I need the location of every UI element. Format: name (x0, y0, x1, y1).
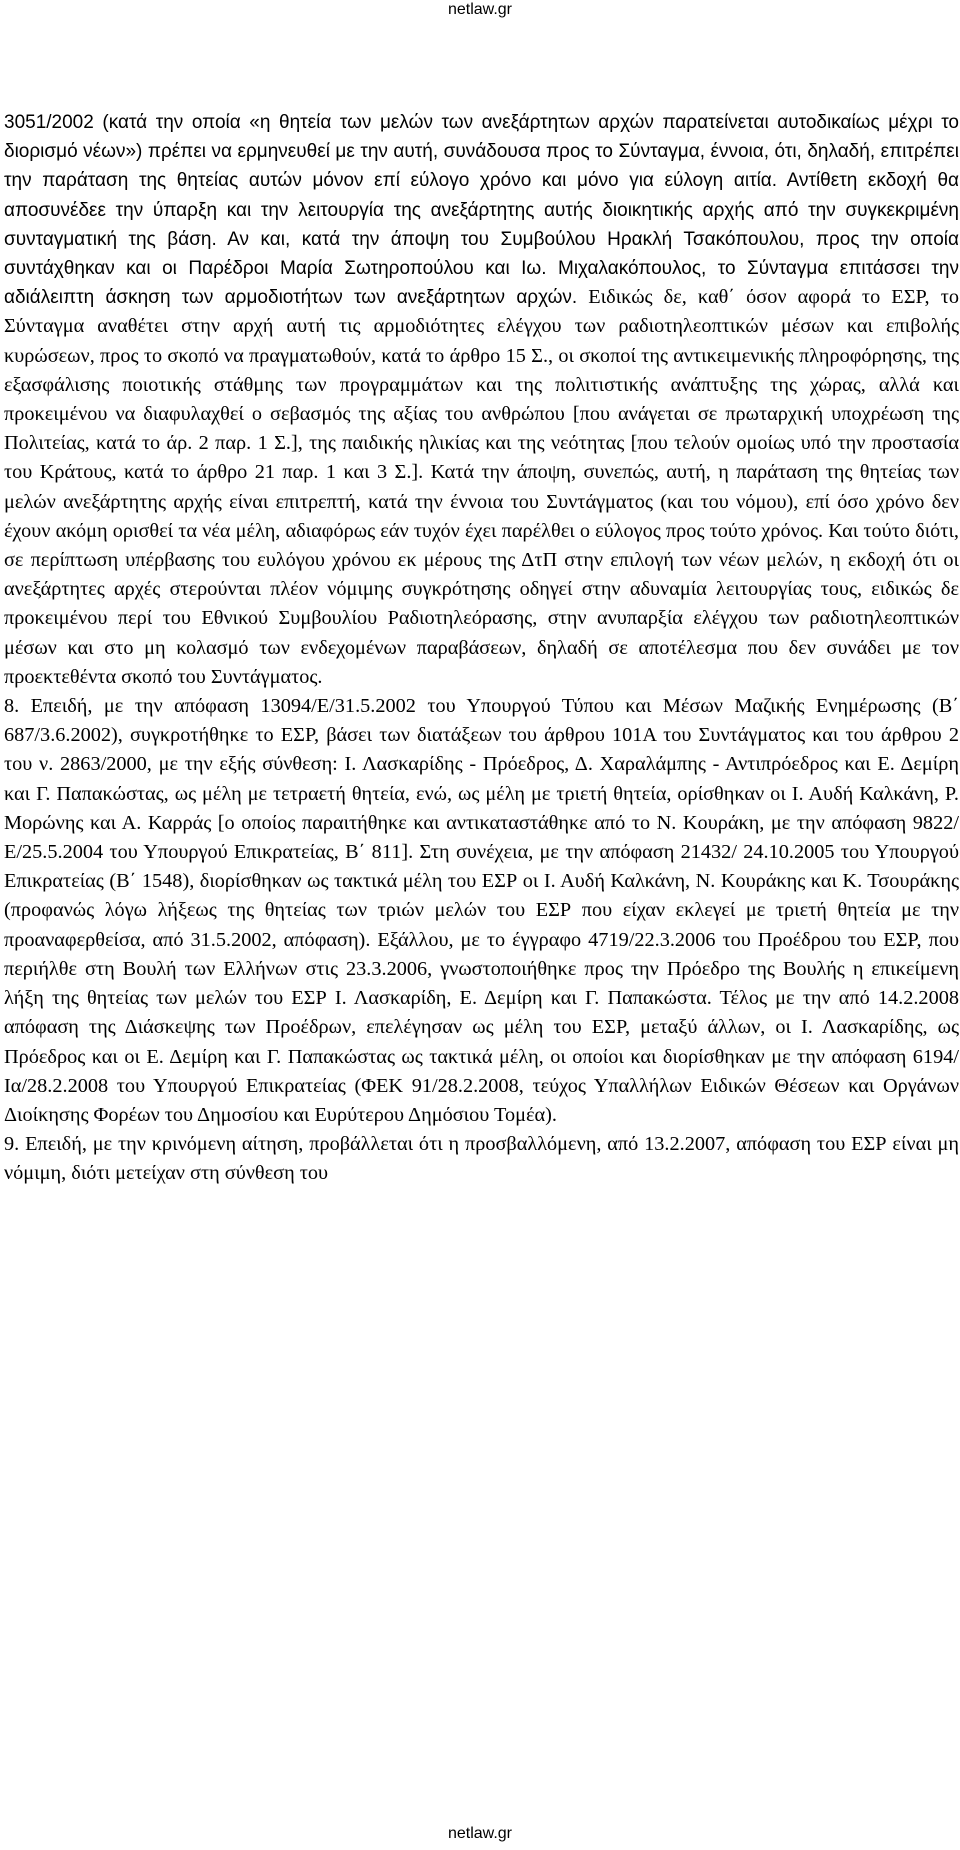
paragraph-serif-text: Ειδικώς δε, καθ΄ όσον αφορά το ΕΣΡ, το Σύνταγμα αναθέτει στην αρχή αυτή τις αρμοδιότητες ελέγχου των ραδιοτηλεοπτικών μέσων και επιβολής κυρώσεων, προς το σκοπό να πραγματωθούν, κατά το άρθρο 15 Σ., οι σκοποί της αντικειμενικής πληροφόρησης, της εξασφάλισης ποιοτικής στάθμης των προγραμμάτων και της πολιτιστικής ανάπτυξης της χώρας, αλλά και προκειμένου να διαφυλαχθεί ο σεβασμός της αξίας του ανθρώπου [που ανάγεται σε πρωταρχική υποχρέωση της Πολιτείας, κατά το άρ. 2 παρ. 1 Σ.], της παιδικής ηλικίας και της νεότητας [που τελούν ομοίως υπό την προστασία του Κράτους, κατά το άρθρο 21 παρ. 1 και 3 Σ.]. Κατά την άποψη, συνεπώς, αυτή, η παράταση της θητείας των μελών ανεξάρτητης αρχής είναι επιτρεπτή, κατά την έννοια του Συντάγματος (και του νόμου), επί όσο χρόνο δεν έχουν ακόμη ορισθεί τα νέα μέλη, αδιαφόρως εάν τυχόν έχει παρέλθει ο εύλογος προς τούτο χρόνος. Και τούτο διότι, σε περίπτωση υπέρβασης του ευλόγου χρόνου εκ μέρους της ΔτΠ στην επιλογή των νέων μελών, η εκδοχή ότι οι ανεξάρτητες αρχές στερούνται πλέον νόμιμης συγκρότησης οδηγεί στην αδυναμία λειτουργίας τους, ειδικώς δε προκειμένου περί του Εθνικού Συμβουλίου Ραδιοτηλεόρασης, στην ανυπαρξία ελέγχου των ραδιοτηλεοπτικών μέσων και στο μη κολασμό των ενδεχομένων παραβάσεων, δηλαδή σε αποτέλεσμα που δεν συνάδει με τον προεκτεθέντα σκοπό του Συντάγματος. (4, 286, 960, 688)
paragraph-9: 9. Επειδή, με την κρινόμενη αίτηση, προβάλλεται ότι η προσβαλλόμενη, από 13.2.2007, απόφαση του ΕΣΡ είναι μη νόμιμη, διότι μετείχαν στη σύνθεση του (4, 1133, 959, 1185)
paragraph-continuation (4, 108, 959, 692)
document-body (4, 108, 959, 1189)
paragraph-sans-text: 3051/2002 (κατά την οποία «η θητεία των μελών των ανεξάρτητων αρχών παρατείνεται αυτοδικαίως μέχρι το διορισμό νέων») πρέπει να ερμηνευθεί με την αυτή, συνάδουσα προς το Σύνταγμα, έννοια, ότι, δηλαδή, επιτρέπει την παράταση της θητείας αυτών μόνον επί εύλογο χρόνο και μόνο για εύλογη αιτία. Αντίθετη εκδοχή θα αποσυνέδεε την ύπαρξη και την λειτουργία της ανεξάρτητης αυτής διοικητικής αρχής από την συγκεκριμένη συνταγματική της βάση. Αν και, κατά την άποψη του Συμβούλου Ηρακλή Τσακόπουλου, προς την οποία συντάχθηκαν και οι Παρέδροι Μαρία Σωτηροπούλου και Ιω. Μιχαλακόπουλος, το Σύνταγμα επιτάσσει την αδιάλειπτη άσκηση των αρμοδιοτήτων των ανεξάρτητων αρχών. (4, 112, 959, 309)
footer-site-name: netlaw.gr (447, 1825, 513, 1842)
paragraph-8: 8. Επειδή, με την απόφαση 13094/Ε/31.5.2002 του Υπουργού Τύπου και Μέσων Μαζικής Ενημέρωσης (Β΄ 687/3.6.2002), συγκροτήθηκε το ΕΣΡ, βάσει των διατάξεων του άρθρου 101Α του Συντάγματος και του άρθρου 2 του ν. 2863/2000, με την εξής σύνθεση: Ι. Λασκαρίδης - Πρόεδρος, Δ. Χαραλάμπης - Αντιπρόεδρος και Ε. Δεμίρη και Γ. Παπακώστας, ως μέλη με τετραετή θητεία, ενώ, ως μέλη με τριετή θητεία, ορίσθηκαν οι Ι. Αυδή Καλκάνη, Ρ. Μορώνης και Α. Καρράς [ο οποίος παραιτήθηκε και αντικαταστάθηκε από το Ν. Κουράκη, με την απόφαση 9822/Ε/25.5.2004 του Υπουργού Επικρατείας, Β΄ 811]. Στη συνέχεια, με την απόφαση 21432/ 24.10.2005 του Υπουργού Επικρατείας (Β΄ 1548), διορίσθηκαν ως τακτικά μέλη του ΕΣΡ οι Ι. Αυδή Καλκάνη, Ν. Κουράκης και Κ. Τσουράκης (προφανώς λόγω λήξεως της θητείας των τριών μελών του ΕΣΡ που είχαν εκλεγεί με τριετή θητεία με την προαναφερθείσα, από 31.5.2002, απόφαση). Εξάλλου, με το έγγραφο 4719/22.3.2006 του Προέδρου του ΕΣΡ, που περιήλθε στη Βουλή των Ελλήνων στις 23.3.2006, γνωστοποιήθηκε προς την Πρόεδρο της Βουλής η επικείμενη λήξη της θητείας των μελών του ΕΣΡ Ι. Λασκαρίδη, Ε. Δεμίρη και Γ. Παπακώστα. Τέλος με την από 14.2.2008 απόφαση της Διάσκεψης των Προέδρων, επελέγησαν ως μέλη του ΕΣΡ, μεταξύ άλλων, οι Ι. Λασκαρίδης, ως Πρόεδρος και οι Ε. Δεμίρη και Γ. Παπακώστας ως τακτικά μέλη, οι οποίοι και διορίσθηκαν με την απόφαση 6194/Ια/28.2.2008 του Υπουργού Επικρατείας (ΦΕΚ 91/28.2.2008, τεύχος Υπαλλήλων Ειδικών Θέσεων και Οργάνων Διοίκησης Φορέων του Δημοσίου και Ευρύτερου Δημόσιου Τομέα). (4, 695, 959, 1126)
header-site-name: netlaw.gr (447, 1, 513, 18)
